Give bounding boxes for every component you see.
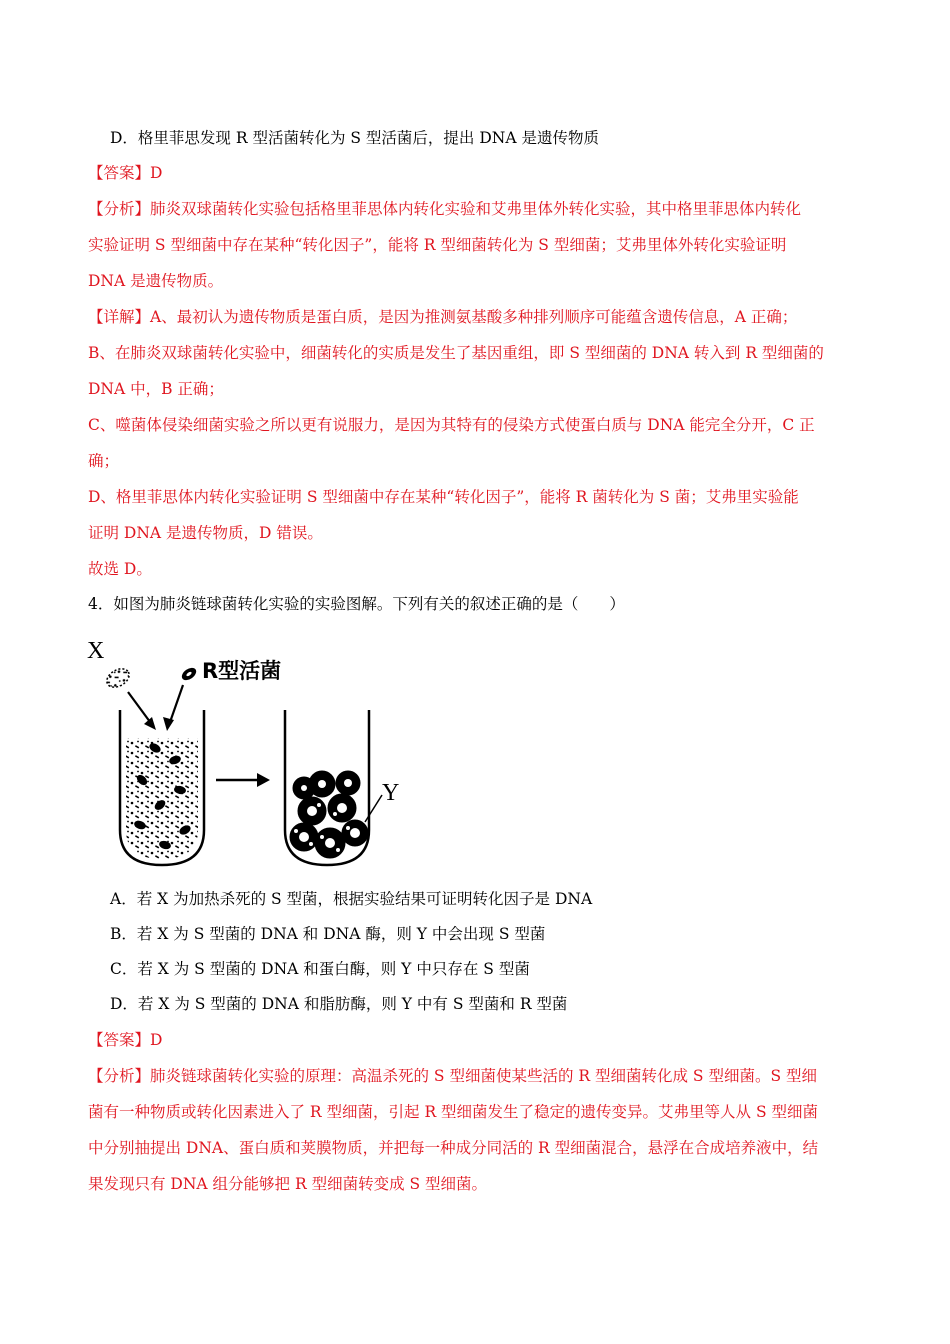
q4-answer: 【答案】D <box>88 1031 163 1049</box>
q4-stem: 4．如图为肺炎链球菌转化实验的实验图解。下列有关的叙述正确的是（ ） <box>88 595 625 613</box>
label-r-live-bacteria: R型活菌 <box>202 659 282 683</box>
experiment-diagram <box>80 630 420 880</box>
q4-analysis-line: 中分别抽提出 DNA、蛋白质和荚膜物质，并把每一种成分同活的 R 型细菌混合，悬浮在合成培养液中，结 <box>88 1139 819 1157</box>
r-bacteria-icon <box>180 665 199 682</box>
q4-analysis-line: 果发现只有 DNA 组分能够把 R 型细菌转变成 S 型细菌。 <box>88 1175 488 1193</box>
label-x: X <box>87 638 105 664</box>
q4-option-d: D．若 X 为 S 型菌的 DNA 和脂肪酶，则 Y 中有 S 型菌和 R 型菌 <box>110 995 568 1013</box>
q4-option-a: A．若 X 为加热杀死的 S 型菌，根据实验结果可证明转化因子是 DNA <box>110 890 593 908</box>
q3-detail-line: C、噬菌体侵染细菌实验之所以更有说服力，是因为其特有的侵染方式使蛋白质与 DNA 能完全分开，C 正 <box>88 416 815 434</box>
previous-option-d: D．格里菲思发现 R 型活菌转化为 S 型活菌后，提出 DNA 是遗传物质 <box>110 129 599 147</box>
q4-option-b: B．若 X 为 S 型菌的 DNA 和 DNA 酶，则 Y 中会出现 S 型菌 <box>110 925 546 943</box>
q3-analysis-line: 【分析】肺炎双球菌转化实验包括格里菲思体内转化实验和艾弗里体外转化实验，其中格里菲思体内转化 <box>88 200 802 218</box>
q3-conclusion: 故选 D。 <box>88 560 152 578</box>
q4-option-c: C．若 X 为 S 型菌的 DNA 和蛋白酶，则 Y 中只存在 S 型菌 <box>110 960 530 978</box>
arrow-r-to-tube <box>169 685 183 725</box>
q3-detail-line: 【详解】A、最初认为遗传物质是蛋白质，是因为推测氨基酸多种排列顺序可能蕴含遗传信息，A 正确； <box>88 308 798 326</box>
label-y: Y <box>382 780 400 806</box>
q3-detail-line: B、在肺炎双球菌转化实验中，细菌转化的实质是发生了基因重组，即 S 型细菌的 DNA 转入到 R 型细菌的 <box>88 344 824 362</box>
q4-analysis-line: 【分析】肺炎链球菌转化实验的原理：高温杀死的 S 型细菌使某些活的 R 型细菌转化成 S 型细菌。S 型细 <box>88 1067 818 1085</box>
q3-detail-line: 证明 DNA 是遗传物质，D 错误。 <box>88 524 323 542</box>
q3-detail-line: DNA 中，B 正确； <box>88 380 224 398</box>
culture-tube-right <box>285 710 382 865</box>
q4-analysis-line: 菌有一种物质或转化因素进入了 R 型细菌，引起 R 型细菌发生了稳定的遗传变异。艾弗里等人从 S 型细菌 <box>88 1103 819 1121</box>
culture-tube-left <box>120 710 204 865</box>
q3-detail-line: 确； <box>88 452 120 470</box>
q3-detail-line: D、格里菲思体内转化实验证明 S 型细菌中存在某种“转化因子”，能将 R 菌转化为 S 菌；艾弗里实验能 <box>88 488 799 506</box>
q3-analysis-line: DNA 是遗传物质。 <box>88 272 224 290</box>
q3-analysis-line: 实验证明 S 型细菌中存在某种“转化因子”，能将 R 型细菌转化为 S 型细菌；艾弗里体外转化实验证明 <box>88 236 787 254</box>
q3-answer: 【答案】D <box>88 164 163 182</box>
x-substance-icon <box>104 665 133 691</box>
